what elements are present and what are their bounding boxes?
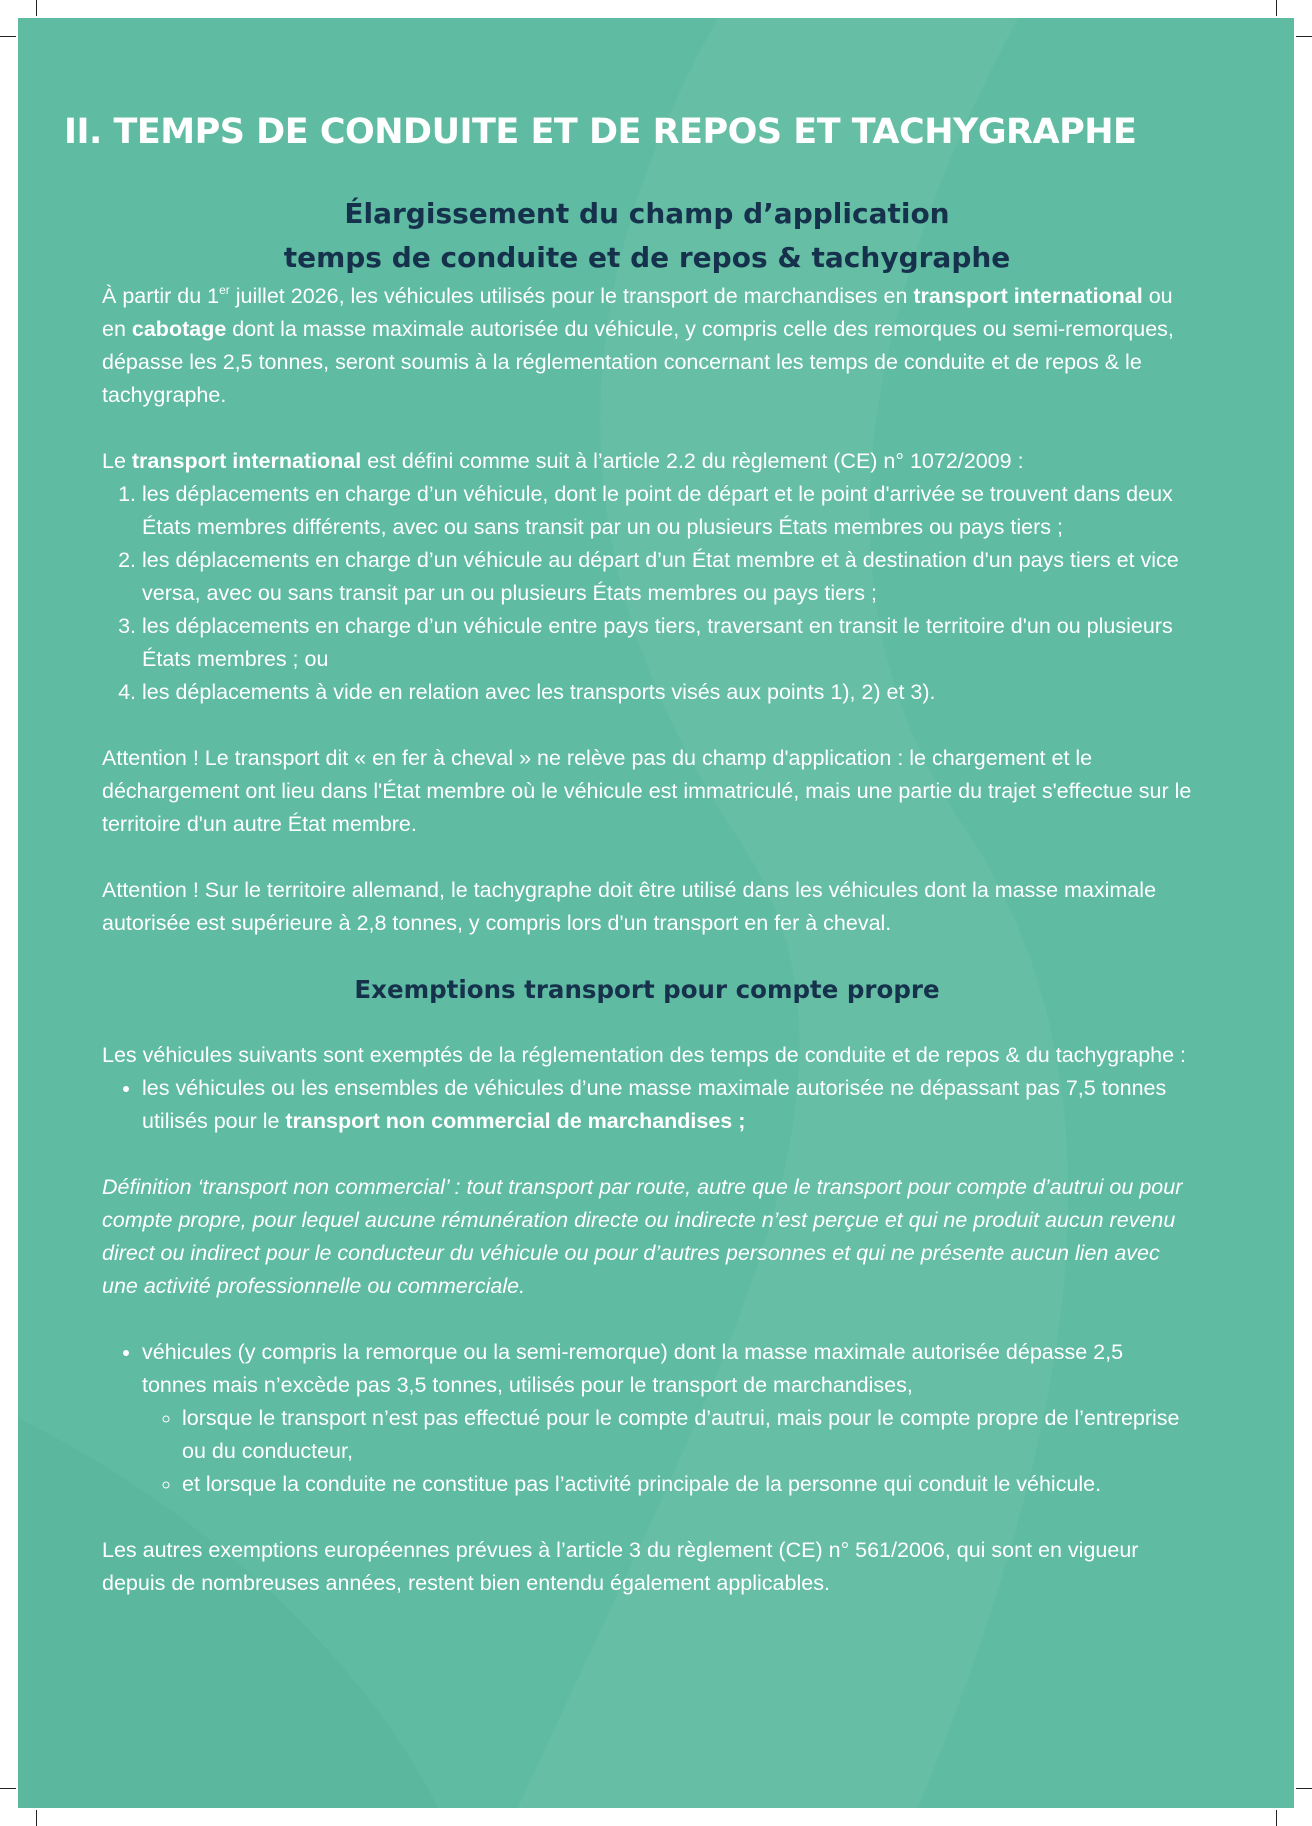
section-heading-scope xyxy=(102,192,1192,280)
list-item: • les véhicules ou les ensembles de véhicules d’une masse maximale autorisée ne dépassant pas 7,5 tonnes utilisés pour le transport non commercial de marchandises ; xyxy=(142,1072,1192,1138)
exemptions-list xyxy=(102,1072,1192,1138)
list-item: 4. les déplacements à vide en relation avec les transports visés aux points 1), 2) et 3). xyxy=(142,676,1192,709)
list-item: • véhicules (y compris la remorque ou la semi-remorque) dont la masse maximale autorisée dépasse 2,5 tonnes mais n’excède pas 3,5 tonnes, utilisés pour le transport de marchandises, ◦ lorsque le transport n’est pas effectué pour le compte d’autrui, mais pour le compte propre de l’entreprise ou du conducteur, ◦ et lorsque la conduite ne constitue pas l’activité principale de la personne qui conduit le véhicule. xyxy=(142,1336,1192,1501)
list-item: 1. les déplacements en charge d’un véhicule, dont le point de départ et le point d'arrivée se trouvent dans deux États membres différents, avec ou sans transit par un ou plusieurs États membres ou pays tiers ; xyxy=(142,478,1192,544)
crop-mark xyxy=(1276,1810,1277,1826)
content-body xyxy=(102,192,1192,1633)
attention-paragraph: Attention ! Sur le territoire allemand, le tachygraphe doit être utilisé dans les véhicules dont la masse maximale autorisée est supérieure à 2,8 tonnes, y compris lors d'un transport en fer à cheval. xyxy=(102,878,1157,935)
attention-paragraph: Attention ! Le transport dit « en fer à cheval » ne relève pas du champ d'application : le chargement et le déchargement ont lieu dans l'État membre où le véhicule est immatriculé, mais une partie du trajet s'effectue sur le territoire d'un autre État membre. xyxy=(102,746,1192,836)
definition-list xyxy=(102,478,1192,709)
teal-page-panel xyxy=(18,18,1294,1808)
crop-mark xyxy=(36,1810,37,1826)
heading-line: temps de conduite et de repos & tachygraphe xyxy=(283,241,1011,274)
list-item: 2. les déplacements en charge d’un véhicule au départ d’un État membre et à destination d'un pays tiers et vice versa, avec ou sans transit par un ou plusieurs États membres ou pays tiers ; xyxy=(142,544,1192,610)
definition-note: Définition ‘transport non commercial’ : tout transport par route, autre que le transport pour compte d’autrui ou pour compte propre, pour lequel aucune rémunération directe ou indirecte n’est perçue et qui ne produit aucun revenu direct ou indirect pour le conducteur du véhicule ou pour d’autres personnes et qui ne présente aucun lien avec une activité professionnelle ou commerciale. xyxy=(102,1175,1183,1298)
sub-list-item: ◦ lorsque le transport n’est pas effectué pour le compte d’autrui, mais pour le compte propre de l’entreprise ou du conducteur, xyxy=(182,1402,1192,1468)
exemptions-list xyxy=(102,1336,1192,1501)
section-heading-exemptions: Exemptions transport pour compte propre xyxy=(354,975,940,1004)
exemptions-intro: Les véhicules suivants sont exemptés de la réglementation des temps de conduite et de repos & du tachygraphe : xyxy=(102,1043,1187,1067)
heading-line: Élargissement du champ d’application xyxy=(344,197,950,230)
crop-mark xyxy=(1276,0,1277,16)
list-item: 3. les déplacements en charge d’un véhicule entre pays tiers, traversant en transit le territoire d'un ou plusieurs États membres ; ou xyxy=(142,610,1192,676)
page-title: II. TEMPS DE CONDUITE ET DE REPOS ET TACHYGRAPHE xyxy=(64,112,1137,152)
sub-list xyxy=(142,1402,1192,1501)
closing-paragraph: Les autres exemptions européennes prévues à l’article 3 du règlement (CE) n° 561/2006, qui sont en vigueur depuis de nombreuses années, restent bien entendu également applicables. xyxy=(102,1538,1139,1595)
crop-mark xyxy=(0,36,16,37)
definition-intro: Le transport international est défini comme suit à l’article 2.2 du règlement (CE) n° 1072/2009 : xyxy=(102,449,1024,473)
crop-mark xyxy=(1296,36,1312,37)
sub-list-item: ◦ et lorsque la conduite ne constitue pas l’activité principale de la personne qui conduit le véhicule. xyxy=(182,1468,1192,1501)
crop-mark xyxy=(36,0,37,16)
crop-mark xyxy=(1296,1788,1312,1789)
intro-paragraph: À partir du 1er juillet 2026, les véhicules utilisés pour le transport de marchandises en transport international ou en cabotage dont la masse maximale autorisée du véhicule, y compris celle des remorques ou semi-remorques, dépasse les 2,5 tonnes, seront soumis à la réglementation concernant les temps de conduite et de repos & le tachygraphe. xyxy=(102,283,1174,407)
crop-mark xyxy=(0,1788,16,1789)
